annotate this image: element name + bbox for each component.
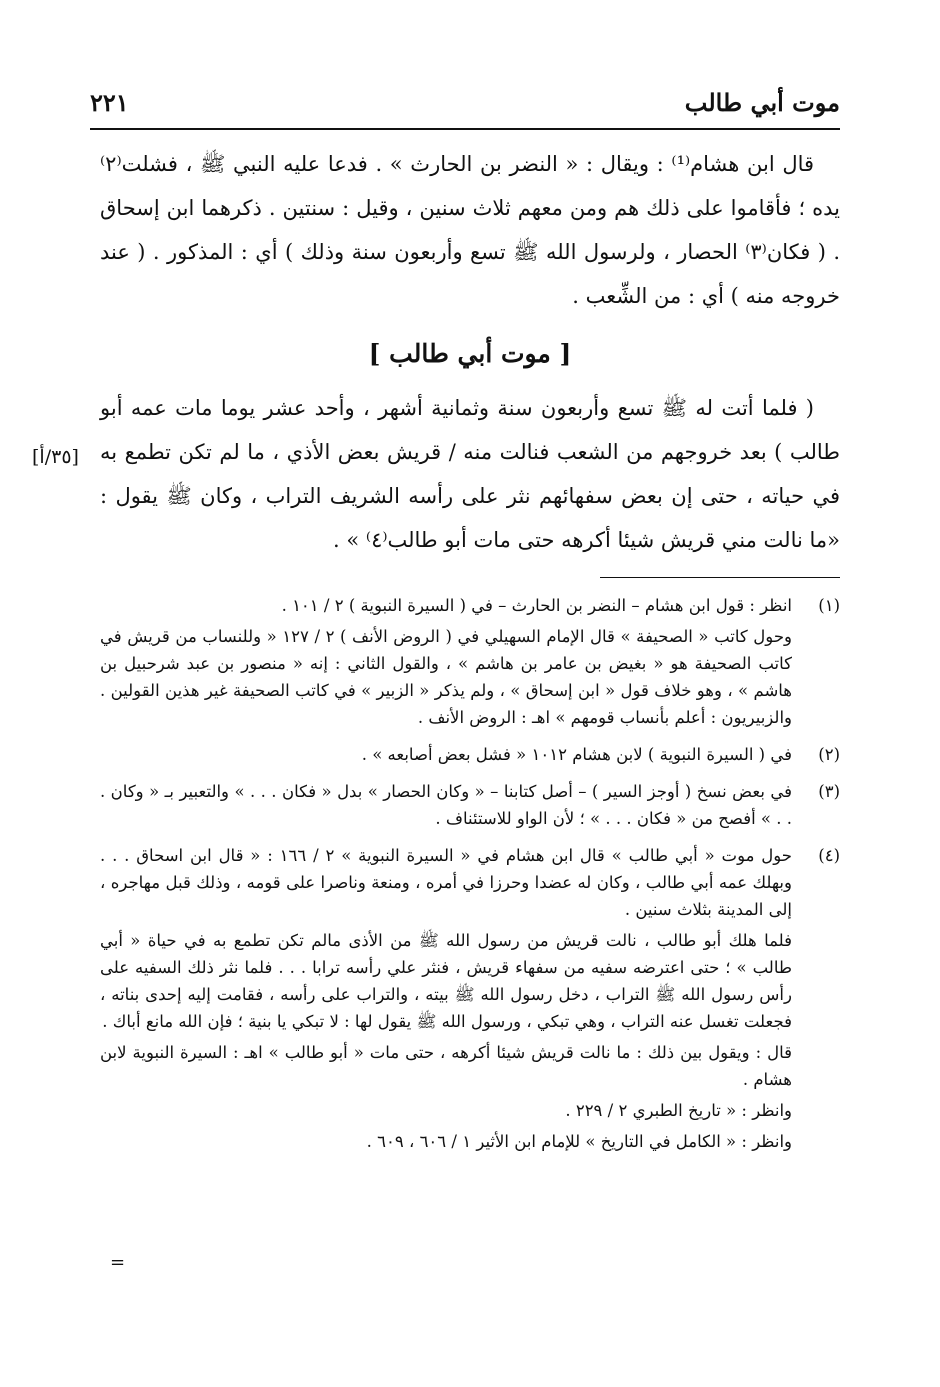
footnote-number: (٢)	[818, 745, 840, 764]
footnote-paragraph: في بعض نسخ ( أوجز السير ) – أصل كتابنا – « وكان الحصار » بدل « فكان . . . » والتعبير بـ « وكان . . . » أفصح من « فكان . . . » ؛ لأن الواو للاستئناف .	[100, 782, 792, 828]
footnote-paragraph: في ( السيرة النبوية ) لابن هشام ١٠١٢ « فشل بعض أصابعه » .	[361, 745, 792, 764]
footnote-number: (٤)	[818, 846, 840, 865]
footnotes	[100, 592, 840, 1165]
page-number: ٢٢١	[90, 88, 129, 117]
footnote	[100, 842, 840, 1159]
body-paragraph-1: قال ابن هشام⁽¹⁾ : ويقال : « النضر بن الحارث » . فدعا عليه النبي ﷺ ، فشلت⁽٢⁾ يده ؛ فأقاموا على ذلك هم ومن معهم ثلاث سنين ، وقيل : سنتين . ذكرهما ابن إسحاق . ( فكان⁽٣⁾ الحصار ، ولرسول الله ﷺ تسع وأربعون سنة وذلك ) أي : المذكور . ( عند خروجه منه ) أي : من الشِّعب .	[100, 152, 840, 308]
footnote-body	[100, 842, 792, 1159]
footnote-paragraph: وحول كاتب « الصحيفة » قال الإمام السهيلي في ( الروض الأنف ) ٢ / ١٢٧ « وللنساب من قريش في كاتب الصحيفة هو « بغيض بن عامر بن هاشم » ، والقول الثاني : إنه « منصور بن عبد شرحبيل بن هاشم » ، وهو خلاف قول « ابن إسحاق » ، ولم يذكر « الزبير » في كاتب الصحيفة غير هذين القولين . والزبيريون : أعلم بأنساب قومهم » اهـ : الروض الأنف .	[100, 627, 792, 727]
manuscript-folio-note: [٣٥/أ]	[32, 446, 79, 468]
main-text	[100, 142, 840, 562]
footnote-paragraph: وانظر : « الكامل في التاريخ » للإمام ابن الأثير ١ / ٦٠٦ ، ٦٠٩ .	[366, 1132, 792, 1151]
footnote	[100, 741, 840, 772]
footnote-body	[100, 778, 792, 836]
body-paragraph-2: ( فلما أتت له ﷺ تسع وأربعون سنة وثمانية أشهر ، وأحد عشر يوما مات عمه أبو طالب ) بعد خروجهم من الشعب فنالت منه / قريش بعض الأذي ، ما لم تكن تطمع به في حياته ، حتى إن بعض سفهائهم نثر على رأسه الشريف التراب ، وكان ﷺ يقول : «ما نالت مني قريش شيئا أكرهه حتى مات أبو طالب⁽٤⁾ » .	[100, 396, 840, 552]
footnote-paragraph: وانظر : « تاريخ الطبري ٢ / ٢٢٩ .	[565, 1101, 792, 1120]
footnote	[100, 778, 840, 836]
footnote	[100, 592, 840, 735]
footnote-number: (١)	[818, 596, 840, 615]
page-header	[90, 88, 840, 130]
continuation-mark: =	[110, 1252, 126, 1273]
running-title: موت أبي طالب	[684, 88, 840, 117]
footnote-body	[100, 592, 792, 735]
footnote-paragraph: قال : ويقول بين ذلك : ما نالت قريش شيئا أكرهه ، حتى مات « أبو طالب » اهـ : السيرة النبوية لابن هشام .	[100, 1043, 792, 1089]
footnote-paragraph: حول موت « أبي طالب » قال ابن هشام في « السيرة النبوية » ٢ / ١٦٦ : « قال ابن اسحاق . . . وبهلك عمه أبي طالب ، وكان له عضدا وحرزا في أمره ، ومنعة وناصرا على قومه ، وذلك قبل مهاجره ، إلى المدينة بثلاث سنين .	[100, 846, 792, 919]
section-title: [ موت أبي طالب ]	[368, 339, 572, 368]
footnote-body	[100, 741, 792, 772]
footnote-number: (٣)	[818, 782, 840, 801]
footnote-paragraph: انظر : قول ابن هشام – النضر بن الحارث – في ( السيرة النبوية ) ٢ / ١٠١ .	[281, 596, 792, 615]
footnote-paragraph: فلما هلك أبو طالب ، نالت قريش من رسول الله ﷺ من الأذى مالم تكن تطمع به في حياة « أبي طالب » ؛ حتى اعترضه سفيه من سفهاء قريش ، فنثر علي رأسه ترابا . . . فلما نثر ذلك السفيه على رأس رسول الله ﷺ التراب ، دخل رسول الله ﷺ بيته ، والتراب على رأسه ، فقامت إليه إحدى بناته ، فجعلت تغسل عنه التراب ، وهي تبكي ، ورسول الله ﷺ يقول لها : لا تبكي يا بنية ؛ فإن الله مانع أباك .	[100, 931, 792, 1031]
footnote-separator	[600, 577, 840, 578]
